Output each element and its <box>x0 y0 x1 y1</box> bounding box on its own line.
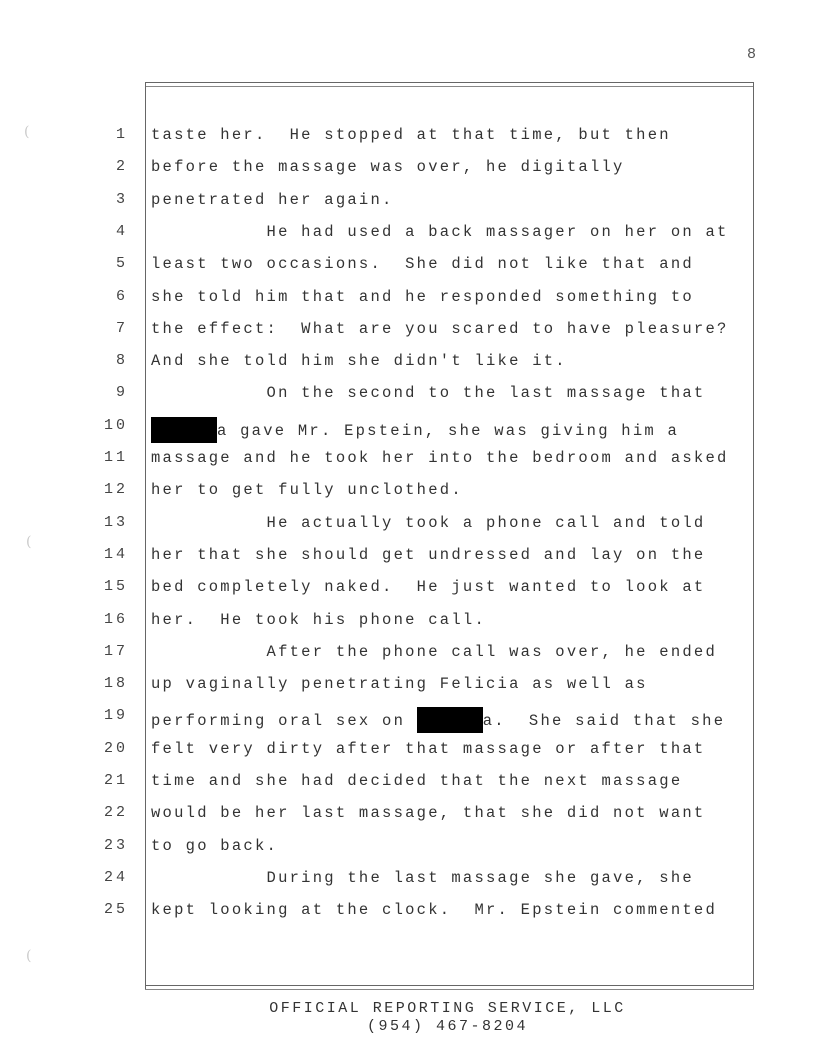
line-number: 21 <box>104 772 129 789</box>
line-text: massage and he took her into the bedroom and asked <box>151 449 729 467</box>
line-text <box>151 707 725 733</box>
line-text <box>151 417 679 443</box>
line-text: During the last massage she gave, she <box>151 868 694 887</box>
line-number: 22 <box>104 804 129 822</box>
line-text-after-redaction: a. She said that she <box>482 712 726 731</box>
line-number: 1 <box>115 126 128 143</box>
frame-top-rule-inner <box>145 86 754 87</box>
scan-artifact-mark: ( <box>24 124 30 140</box>
line-number: 16 <box>104 610 129 628</box>
frame-bottom-rule <box>145 985 754 986</box>
redaction-box <box>417 707 483 733</box>
line-text: least two occasions. She did not like that and <box>151 255 694 274</box>
line-text-after-redaction: a gave Mr. Epstein, she was giving him a <box>217 421 680 440</box>
scan-artifact-mark: ( <box>26 534 32 550</box>
line-number: 14 <box>104 545 129 563</box>
line-text: kept looking at the clock. Mr. Epstein commented <box>151 901 718 920</box>
line-text: penetrated her again. <box>151 190 394 209</box>
line-text: up vaginally penetrating Felicia as well as <box>151 675 648 694</box>
line-text: He actually took a phone call and told <box>151 513 706 532</box>
line-number: 13 <box>104 513 129 531</box>
page-number: 8 <box>746 46 756 63</box>
line-number: 3 <box>115 190 128 208</box>
line-number: 6 <box>115 287 128 305</box>
line-text: felt very dirty after that massage or after that <box>151 739 706 758</box>
line-number: 15 <box>104 578 129 596</box>
frame-top-rule <box>145 82 754 83</box>
line-text: before the massage was over, he digitally <box>151 158 625 177</box>
line-text-before-redaction: performing oral sex on <box>151 712 417 731</box>
line-number: 19 <box>104 707 129 725</box>
line-text: After the phone call was over, he ended <box>151 642 718 661</box>
scan-artifact-mark: ( <box>26 948 32 964</box>
line-number: 12 <box>104 481 129 499</box>
line-number: 18 <box>104 675 129 693</box>
line-text: taste her. He stopped at that time, but then <box>151 126 671 144</box>
line-text: bed completely naked. He just wanted to look at <box>151 578 706 597</box>
line-text: her to get fully unclothed. <box>151 481 463 500</box>
line-number: 25 <box>104 901 129 919</box>
line-number: 5 <box>115 255 128 273</box>
line-text: would be her last massage, that she did not want <box>151 804 706 823</box>
line-text: her that she should get undressed and lay on the <box>151 545 706 564</box>
right-margin-rule <box>753 82 754 989</box>
line-text: He had used a back massager on her on at <box>151 222 729 241</box>
line-text: time and she had decided that the next massage <box>151 772 683 790</box>
footer-company: OFFICIAL REPORTING SERVICE, LLC <box>269 1000 626 1017</box>
line-number: 7 <box>115 319 128 337</box>
line-number: 17 <box>104 642 129 660</box>
line-number: 10 <box>104 416 129 434</box>
left-margin-rule <box>145 82 146 989</box>
line-number: 20 <box>104 739 129 757</box>
page-footer <box>0 1000 819 1036</box>
line-number: 2 <box>115 158 128 176</box>
redaction-box <box>151 417 217 443</box>
footer-phone: (954) 467-8204 <box>366 1018 529 1035</box>
line-number: 23 <box>104 836 129 854</box>
line-text: her. He took his phone call. <box>151 610 486 629</box>
line-number: 8 <box>115 352 128 370</box>
line-text: the effect: What are you scared to have pleasure? <box>151 319 729 338</box>
line-text: to go back. <box>151 836 279 855</box>
frame-bottom-rule-inner <box>145 989 754 990</box>
line-text: she told him that and he responded something to <box>151 287 694 306</box>
line-number: 24 <box>104 868 129 886</box>
line-text: On the second to the last massage that <box>151 384 706 403</box>
line-number: 4 <box>115 222 128 240</box>
line-number: 11 <box>104 449 129 466</box>
line-text: And she told him she didn't like it. <box>151 352 567 371</box>
line-number: 9 <box>115 384 128 402</box>
